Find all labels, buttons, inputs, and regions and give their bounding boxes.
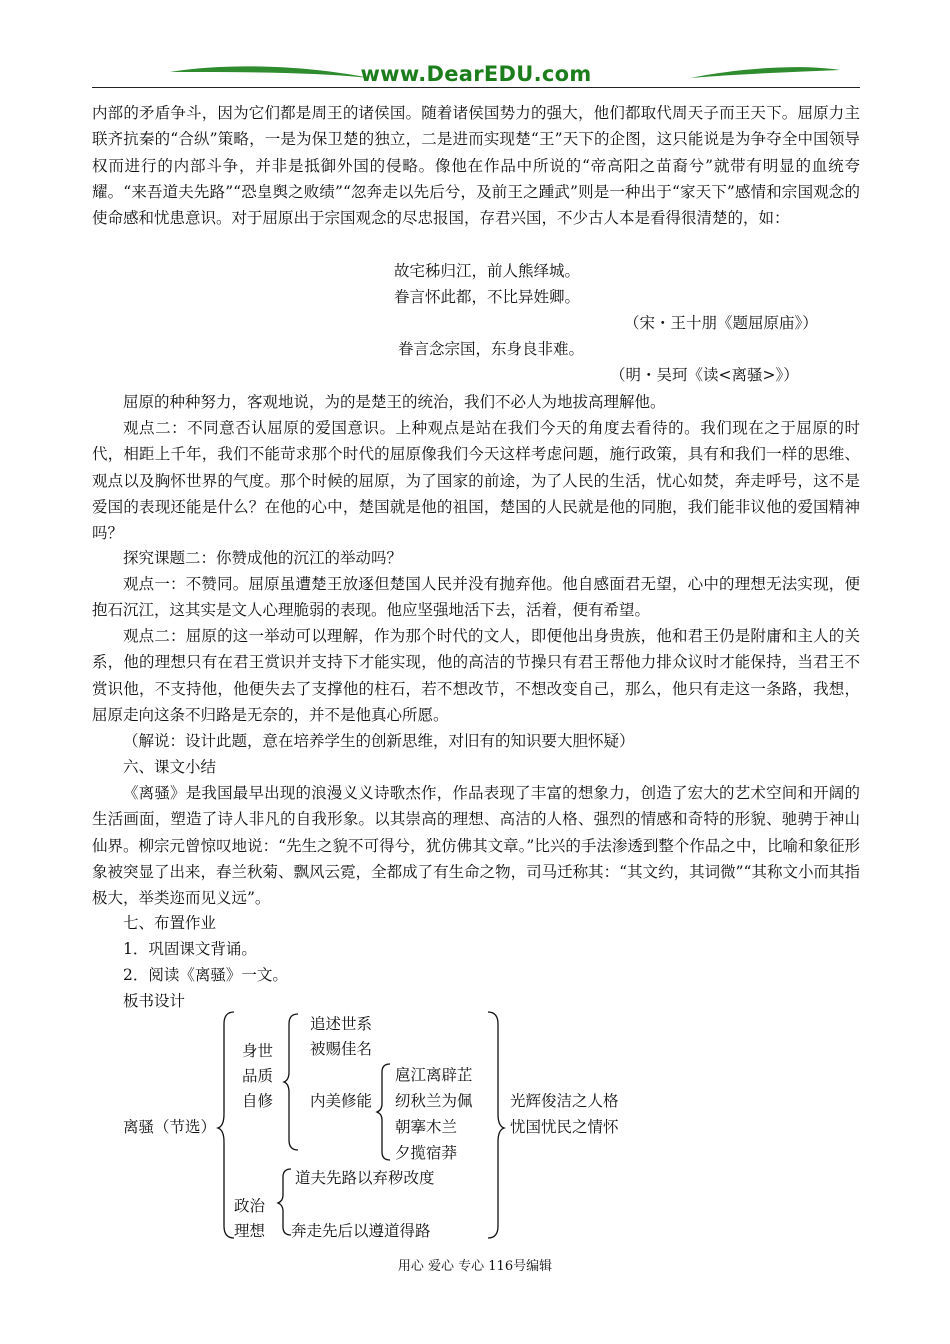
board-root: 离骚（节选） (123, 1118, 217, 1136)
page-footer: 用心 爱心 专心 116号编辑 (397, 1259, 553, 1274)
paragraph-topic-two: 探究课题二：你赞成他的沉江的举动吗？ (123, 549, 403, 567)
logo-swoosh-right-icon (690, 60, 840, 90)
board-item: 夕揽宿莽 (395, 1144, 458, 1162)
board-label: 理想 (234, 1222, 266, 1240)
brace-right-icon (486, 1010, 506, 1240)
paragraph-intro: 内部的矛盾争斗，因为它们都是周王的诸侯国。随着诸侯国势力的强大，他们都取代周天子而王天下。屈原力主联齐抗秦的“合纵”策略，一是为保卫楚的独立，二是进而实现楚“王”天下的企图，这只能说是为争夺全中国领导权而进行的内部斗争，并非是抵御外国的侵略。像他在作品中所说的“帝高阳之苗裔兮”就带有明显的血统夸耀。“来吾道夫先路”“恐皇舆之败绩”“忽奔走以先后兮，及前王之踵武”则是一种出于“家天下”感情和宗国观念的使命感和忧患意识。对于屈原出于宗国观念的尽忠报国，存君兴国，不少古人本是看得很清楚的，如： (92, 104, 860, 228)
board-label: 自修 (242, 1092, 274, 1110)
board-result: 忧国忧民之情怀 (510, 1118, 619, 1136)
board-label: 政治 (234, 1197, 266, 1215)
board-item: 奔走先后以遵道得路 (291, 1222, 431, 1240)
page-header (92, 60, 860, 90)
section-heading-homework: 七、布置作业 (123, 914, 217, 932)
paragraph-summary: 《离骚》是我国最早出现的浪漫义义诗歌杰作，作品表现了丰富的想象力，创造了宏大的艺术空间和开阔的生活画面，塑造了诗人非凡的自我形象。以其崇高的理想、高洁的人格、强烈的情感和奇特的形貌、驰骋于神山仙界。柳宗元曾惊叹地说：“先生之貌不可得兮，犹仿佛其文章。”比兴的手法渗透到整个作品之中，比喻和象征形象被突显了出来，春兰秋菊、飘风云霓，全都成了有生命之物，司马迁称其：“其文约，其词微”“其称文小而其指极大，举类迩而见义远”。 (92, 784, 860, 908)
board-design-title: 板书设计 (123, 992, 186, 1010)
poem-source: （明・吴珂《读<离骚>》） (610, 366, 799, 384)
homework-item: 1．巩固课文背诵。 (123, 940, 257, 958)
site-logo-text: www.DearEDU.com (360, 62, 592, 86)
poem-source: （宋・王十朋《题屈原庙》） (624, 314, 818, 332)
poem-line: 眷言念宗国，东身良非难。 (398, 340, 585, 358)
paragraph-topic-two-view-two: 观点二：屈原的这一举动可以理解，作为那个时代的文人，即便他出身贵族，他和君王仍是附庸和主人的关系，他的理想只有在君王赏识并支持下才能实现，他的高洁的节操只有君王帮他力排众议时才能保持，当君王不赏识他，不支持他，他便失去了支撑他的柱石，若不想改节，不想改变自己，那么，他只有走这一条路，我想，屈原走向这条不归路是无奈的，并不是他真心所愿。 (92, 627, 860, 724)
paragraph-topic-two-view-one: 观点一：不赞同。屈原虽遭楚王放逐但楚国人民并没有抛弃他。他自感面君无望，心中的理想无法实现，便抱石沉江，这其实是文人心理脆弱的表现。他应坚强地活下去，活着，便有希望。 (92, 575, 860, 620)
paragraph-explanation: （解说：设计此题，意在培养学生的创新思维，对旧有的知识要大胆怀疑） (123, 732, 635, 750)
header-rule (92, 87, 860, 88)
board-label: 品质 (242, 1067, 274, 1085)
board-result: 光辉俊洁之人格 (510, 1092, 619, 1110)
poem-line: 眷言怀此都，不比异姓卿。 (394, 288, 581, 306)
board-item: 纫秋兰为佩 (395, 1092, 473, 1110)
board-item: 内美修能 (310, 1092, 373, 1110)
paragraph-view-two: 观点二：不同意否认屈原的爱国意识。上种观点是站在我们今天的角度去看待的。我们现在之于屈原的时代，相距上千年，我们不能苛求那个时代的屈原像我们今天这样考虑问题，施行政策，具有和我们一样的思维、观点以及胸怀世界的气度。那个时候的屈原，为了国家的前途，为了人民的生活，忧心如焚，奔走呼号，这不是爱国的表现还能是什么？在他的心中，楚国就是他的祖国，楚国的人民就是他的同胞，我们能非议他的爱国精神吗？ (92, 419, 860, 543)
paragraph-conclusion: 屈原的种种努力，客观地说，为的是楚王的统治，我们不必人为地拔高理解他。 (123, 393, 666, 411)
board-item: 被赐佳名 (310, 1040, 373, 1058)
board-item: 道夫先路以弃秽改度 (295, 1169, 435, 1187)
homework-item: 2．阅读《离骚》一文。 (123, 966, 288, 984)
brace-left-icon (377, 1062, 393, 1162)
poem-line: 故宅秭归江，前人熊绎城。 (394, 262, 581, 280)
board-item: 扈江离辟芷 (395, 1066, 473, 1084)
section-heading-summary: 六、课文小结 (123, 758, 217, 776)
brace-left-icon (284, 1012, 302, 1152)
board-item: 追述世系 (310, 1015, 373, 1033)
board-label: 身世 (242, 1042, 274, 1060)
board-item: 朝搴木兰 (395, 1118, 458, 1136)
